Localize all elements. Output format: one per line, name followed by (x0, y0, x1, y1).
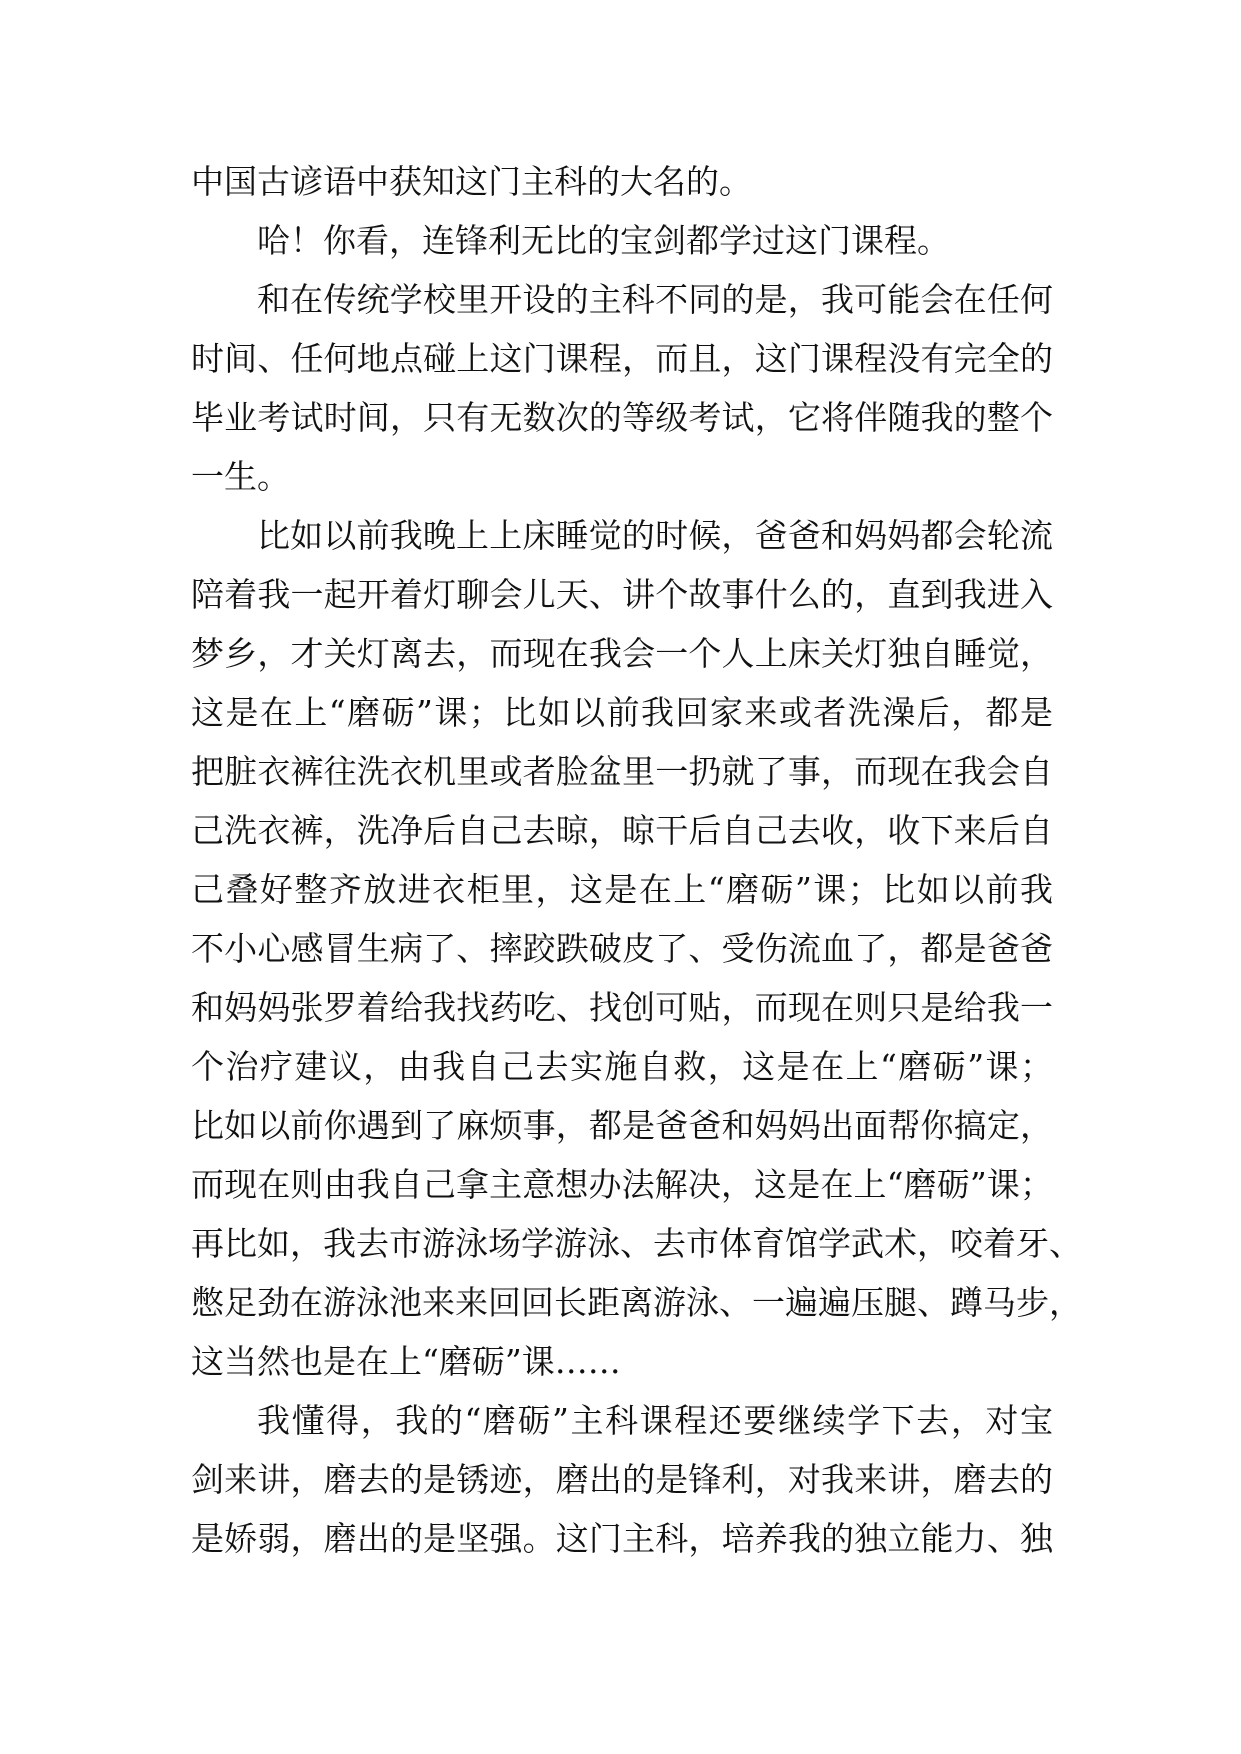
text-line: 憋足劲在游泳池来来回回长距离游泳、一遍遍压腿、蹲马步， (191, 1283, 1082, 1322)
text-line: 个治疗建议，由我自己去实施自救，这是在上“磨砺”课； (191, 1047, 1053, 1086)
text-line: 陪着我一起开着灯聊会儿天、讲个故事什么的，直到我进入 (191, 575, 1053, 614)
text-line: 时间、任何地点碰上这门课程，而且，这门课程没有完全的 (191, 339, 1053, 378)
text-line: 这当然也是在上“磨砺”课…… (191, 1342, 621, 1381)
text-line: 和在传统学校里开设的主科不同的是，我可能会在任何 (257, 280, 1053, 319)
paragraph (191, 270, 1053, 506)
text-line: 哈！你看，连锋利无比的宝剑都学过这门课程。 (257, 221, 950, 260)
text-line: 毕业考试时间，只有无数次的等级考试，它将伴随我的整个 (191, 398, 1053, 437)
text-line: 和妈妈张罗着给我找药吃、找创可贴，而现在则只是给我一 (191, 988, 1053, 1027)
text-line: 比如以前你遇到了麻烦事，都是爸爸和妈妈出面帮你搞定， (191, 1106, 1053, 1145)
text-line: 是娇弱，磨出的是坚强。这门主科，培养我的独立能力、独 (191, 1519, 1053, 1558)
text-line: 剑来讲，磨去的是锈迹，磨出的是锋利，对我来讲，磨去的 (191, 1460, 1053, 1499)
text-line: 不小心感冒生病了、摔跤跌破皮了、受伤流血了，都是爸爸 (191, 929, 1053, 968)
text-line: 中国古谚语中获知这门主科的大名的。 (191, 162, 752, 201)
text-line: 一生。 (191, 457, 290, 496)
paragraph (191, 506, 1082, 1391)
text-line: 梦乡，才关灯离去，而现在我会一个人上床关灯独自睡觉， (191, 634, 1053, 673)
text-line: 己叠好整齐放进衣柜里，这是在上“磨砺”课；比如以前我 (191, 870, 1053, 909)
text-line: 把脏衣裤往洗衣机里或者脸盆里一扔就了事，而现在我会自 (191, 752, 1053, 791)
text-line: 再比如，我去市游泳场学游泳、去市体育馆学武术，咬着牙、 (191, 1224, 1082, 1263)
text-line: 比如以前我晚上上床睡觉的时候，爸爸和妈妈都会轮流 (257, 516, 1053, 555)
paragraph (191, 1391, 1053, 1568)
text-line: 我懂得，我的“磨砺”主科课程还要继续学下去，对宝 (257, 1401, 1053, 1440)
text-line: 这是在上“磨砺”课；比如以前我回家来或者洗澡后，都是 (191, 693, 1053, 732)
paragraph (191, 152, 1053, 211)
document-body (191, 152, 1082, 1568)
text-line: 己洗衣裤，洗净后自己去晾，晾干后自己去收，收下来后自 (191, 811, 1053, 850)
text-line: 而现在则由我自己拿主意想办法解决，这是在上“磨砺”课； (191, 1165, 1053, 1204)
paragraph (191, 211, 1053, 270)
